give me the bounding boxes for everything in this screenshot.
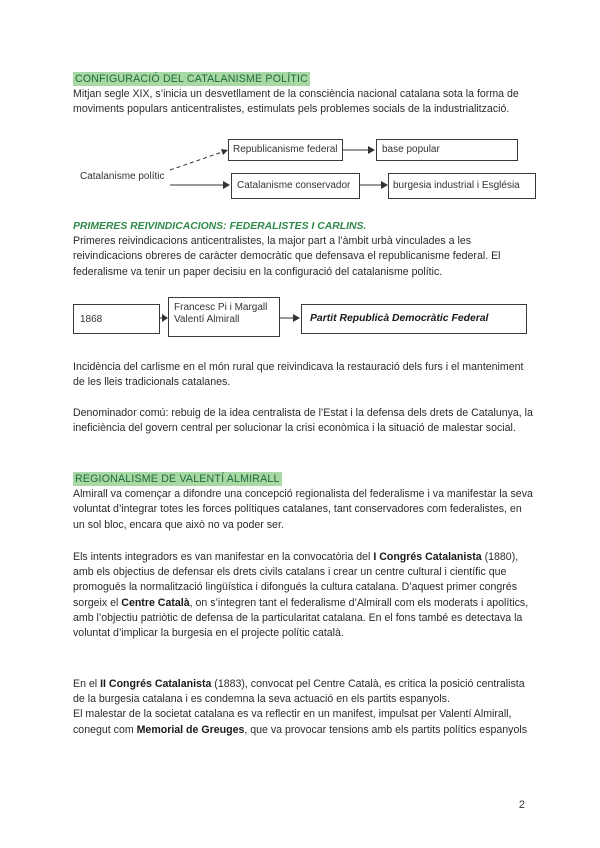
diagram-box-label: Partit Republicà Democràtic Federal bbox=[310, 313, 489, 324]
paragraph: Primeres reivindicacions anticentralistes, la major part a l’àmbit urbà vinculades a les reivindicacions obreres de caràcter democràtic que defensava el republicanisme federal. El federalisme va tenir un paper decisiu en la configuració del catalanisme polític. bbox=[73, 235, 501, 278]
section-heading: REGIONALISME DE VALENTÍ ALMIRALL bbox=[75, 473, 280, 485]
section-primeres-reivindicacions bbox=[73, 219, 533, 280]
text-run: El malestar de la societat catalana es va reflectir en un manifest, impulsat per Valentí Almirall, conegut com bbox=[73, 708, 512, 736]
page-number: 2 bbox=[518, 799, 525, 811]
section-heading: CONFIGURACIÓ DEL CATALANISME POLÍTIC bbox=[75, 73, 309, 85]
text-run: , que va provocar tensions amb els partits polítics espanyols bbox=[244, 723, 528, 736]
text-run: En el bbox=[73, 678, 101, 690]
bold-term: Memorial de Greuges bbox=[136, 723, 245, 736]
paragraph: Denominador comú: rebuig de la idea centralista de l’Estat i la defensa dels drets de Catalunya, la ineficiència del govern central per solucionar la crisi econòmica i la situació de malestar social. bbox=[73, 407, 533, 435]
paragraph bbox=[73, 677, 533, 707]
paragraph-congres-1 bbox=[73, 550, 533, 641]
diagram-box-label: 1868 bbox=[80, 314, 103, 325]
diagram-box-people bbox=[168, 297, 280, 337]
bold-term: Centre Català bbox=[121, 596, 190, 609]
paragraph: Mitjan segle XIX, s’inicia un desvetllament de la consciència nacional catalana sota la forma de moviments populars anticentralistes, estimulats pels problemes socials de la industrialització. bbox=[73, 88, 519, 116]
diagram-box-catalanisme-conservador bbox=[231, 173, 360, 199]
text-run: (1880), amb els objectius de defensar els drets civils catalans i crear un centre cultural i científic que promogués la normalització lingüística i difongués la cultura catalana. D’aquest primer congrés sorgeix el bbox=[73, 551, 519, 609]
diagram-box-label: base popular bbox=[382, 144, 440, 155]
paragraph-congres-2 bbox=[73, 677, 533, 738]
bold-term: II Congrés Catalanista bbox=[100, 678, 212, 690]
paragraph bbox=[73, 707, 533, 737]
diagram-box-party bbox=[301, 304, 527, 334]
diagram-root-label: Catalanisme polític bbox=[80, 171, 165, 182]
paragraph bbox=[73, 550, 533, 641]
diagram-box-burgesia bbox=[388, 173, 536, 199]
diagram-box-label: burgesia industrial i Església bbox=[393, 180, 520, 191]
text-run: Els intents integradors es van manifestar en la convocatòria del bbox=[73, 551, 374, 563]
bold-term: I Congrés Catalanista bbox=[373, 551, 482, 563]
paragraph: Incidència del carlisme en el món rural que reivindicava la restauració dels furs i el manteniment de les lleis tradicionals catalanes. bbox=[73, 361, 524, 389]
section-subheading: PRIMERES REIVINDICACIONS: FEDERALISTES I CARLINS. bbox=[73, 221, 367, 232]
diagram-box-label: Catalanisme conservador bbox=[237, 180, 351, 191]
text-run: , on s’integren tant el federalisme d’Almirall com els moderats i apolítics, amb l’objectiu patriòtic de defensa de la particularitat catalana. En el fons també es detectava la voluntat d’implicar la burgesia en el projecte polític català. bbox=[73, 596, 529, 640]
diagram-box-year bbox=[73, 304, 160, 334]
diagram-box-label: Francesc Pi i Margall bbox=[174, 302, 268, 313]
diagram-box-label: Republicanisme federal bbox=[233, 144, 338, 155]
paragraph-carlisme bbox=[73, 360, 533, 390]
paragraph-denominador bbox=[73, 406, 533, 436]
diagram-box-base-popular bbox=[376, 139, 518, 161]
text-run: (1883), convocat pel Centre Català, es critica la posició centralista de la burgesia catalana i es condemna la seva actuació en els partits espanyols. bbox=[73, 678, 525, 706]
paragraph: Almirall va començar a difondre una concepció regionalista del federalisme i va manifestar la seva voluntat d’integrar totes les forces polítiques catalanes, tant conservadores com federalistes, en un sol bloc, encara que això no va poder ser. bbox=[73, 488, 533, 531]
diagram-box-label: Valentí Almirall bbox=[174, 314, 240, 325]
section-regionalisme bbox=[73, 472, 533, 533]
diagram-box-republicanisme bbox=[228, 139, 343, 161]
